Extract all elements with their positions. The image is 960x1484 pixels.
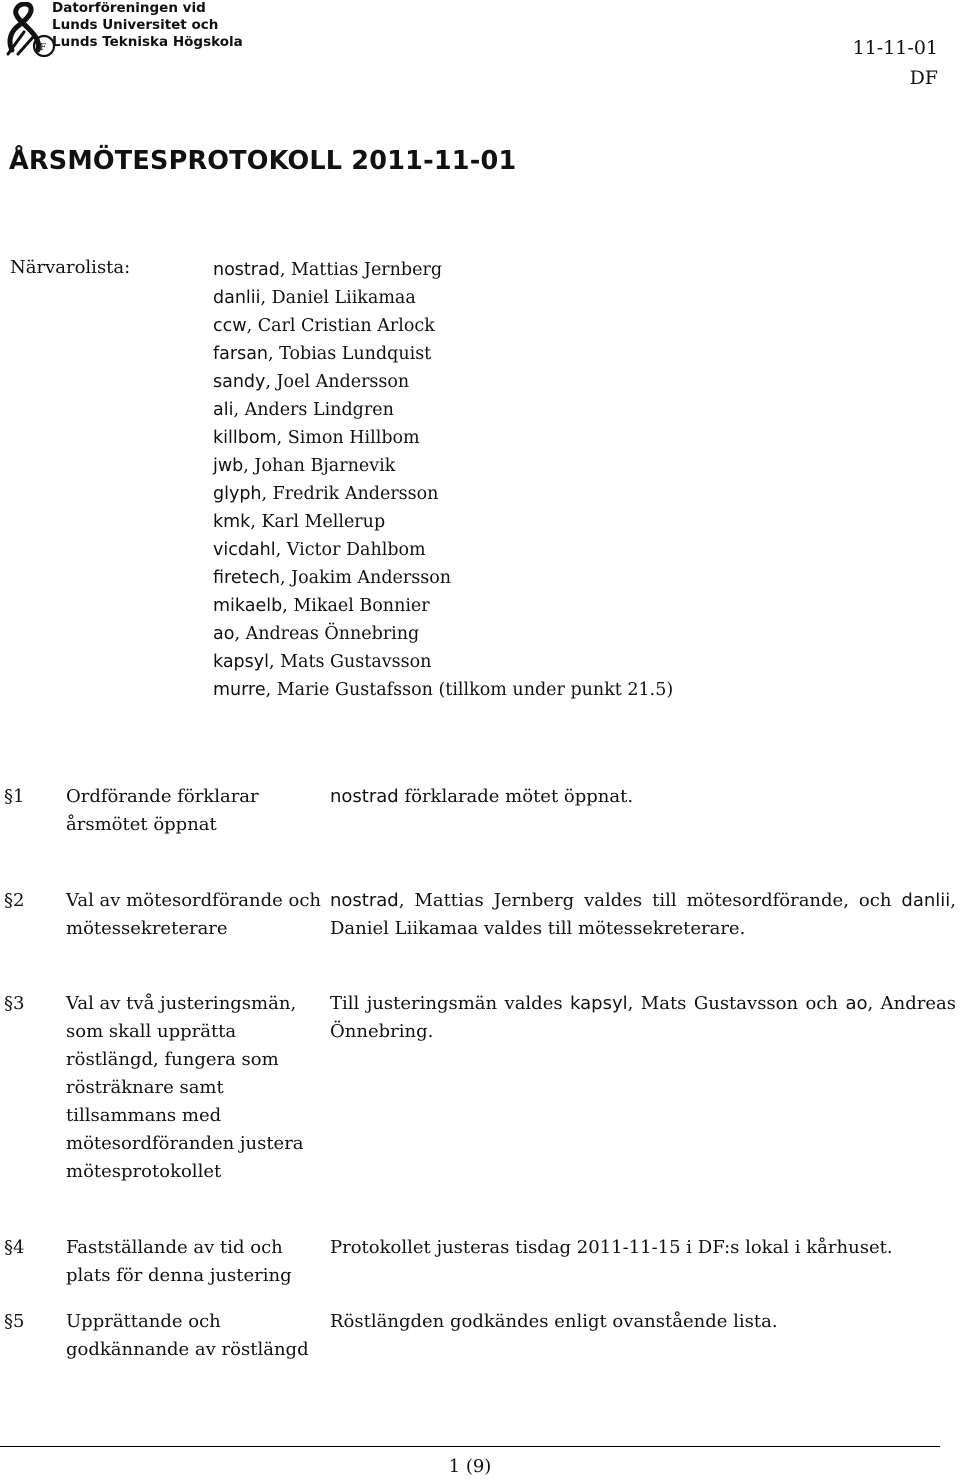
attendee-name: , Carl Cristian Arlock [246, 316, 435, 336]
attendee-item [213, 620, 673, 648]
header-short-name: DF [909, 67, 938, 89]
page-number: 1 (9) [448, 1456, 492, 1477]
attendee-nick: kapsyl [213, 652, 269, 672]
header-date: 11-11-01 [852, 37, 938, 59]
attendee-nick: ali [213, 400, 234, 420]
org-name [52, 0, 243, 51]
attendee-nick: sandy [213, 372, 266, 392]
section-body [330, 1234, 956, 1262]
attendee-nick: glyph [213, 484, 262, 504]
attendee-item [213, 592, 673, 620]
attendee-nick: jwb [213, 456, 244, 476]
attendee-name: , Joel Andersson [265, 372, 410, 392]
section-number: §5 [4, 1311, 25, 1332]
nick-text: nostrad [330, 786, 399, 807]
attendee-name: , Mats Gustavsson [269, 652, 432, 672]
attendee-nick: mikaelb [213, 596, 283, 616]
org-line-1: Datorföreningen vid [52, 0, 206, 16]
attendee-nick: killbom [213, 428, 277, 448]
nick-text: ao [845, 993, 868, 1014]
body-text: , Mattias Jernberg valdes till mötesordförande, och [398, 890, 902, 911]
body-text: , Mats Gustavsson och [627, 993, 846, 1014]
section-body [330, 990, 956, 1046]
attendee-name: , Simon Hillbom [276, 428, 420, 448]
body-text: förklarade mötet öppnat. [398, 786, 634, 807]
attendee-item [213, 368, 673, 396]
attendee-name: , Fredrik Andersson [261, 484, 439, 504]
attendee-name: , Joakim Andersson [279, 568, 452, 588]
body-text: Röstlängden godkändes enligt ovanstående lista. [330, 1311, 778, 1332]
attendee-item [213, 452, 673, 480]
svg-text:F: F [40, 43, 47, 53]
attendee-item [213, 480, 673, 508]
attendee-item [213, 564, 673, 592]
section-number: §1 [4, 786, 25, 807]
footer-divider [0, 1446, 940, 1447]
attendee-nick: nostrad [213, 260, 280, 280]
attendee-name: , Mattias Jernberg [279, 260, 443, 280]
section-title: Upprättande och godkännande av röstlängd [66, 1311, 309, 1360]
section-title: Val av mötesordförande och mötessekreterare [66, 890, 322, 939]
section-number: §4 [4, 1237, 25, 1258]
org-line-3: Lunds Tekniska Högskola [52, 34, 243, 50]
attendee-name: , Mikael Bonnier [282, 596, 430, 616]
section-title: Ordförande förklarar årsmötet öppnat [66, 786, 259, 835]
nick-text: nostrad [330, 890, 399, 911]
attendance-list [213, 256, 673, 704]
body-text: , Andreas Önnebring. [330, 993, 956, 1042]
section-number: §2 [4, 890, 25, 911]
section-title: Fastställande av tid och plats för denna justering [66, 1237, 292, 1286]
section-body [330, 887, 956, 943]
attendance-label: Närvarolista: [10, 257, 131, 278]
nick-text: danlii [901, 890, 951, 911]
attendee-name: , Anders Lindgren [233, 400, 394, 420]
section-body [330, 783, 956, 811]
attendee-name: , Daniel Liikamaa [260, 288, 416, 308]
attendee-item [213, 676, 673, 704]
attendee-nick: murre [213, 680, 266, 700]
section-title: Val av två justeringsmän, som skall upprätta röstlängd, fungera som rösträknare samt tillsammans med mötesordföranden justera mötesprotokollet [66, 993, 304, 1182]
attendee-name: , Johan Bjarnevik [243, 456, 396, 476]
attendee-nick: danlii [213, 288, 261, 308]
attendee-item [213, 536, 673, 564]
attendee-item [213, 424, 673, 452]
document-title: ÅRSMÖTESPROTOKOLL 2011-11-01 [9, 146, 517, 176]
attendee-nick: ccw [213, 316, 247, 336]
attendee-item [213, 256, 673, 284]
attendee-name: , Tobias Lundquist [268, 344, 432, 364]
attendee-item [213, 340, 673, 368]
attendee-item [213, 396, 673, 424]
nick-text: kapsyl [570, 993, 628, 1014]
attendee-item [213, 312, 673, 340]
attendee-item [213, 508, 673, 536]
attendee-name: , Victor Dahlbom [275, 540, 426, 560]
section-body [330, 1308, 956, 1336]
attendee-nick: vicdahl [213, 540, 276, 560]
org-line-2: Lunds Universitet och [52, 17, 219, 33]
body-text: Till justeringsmän valdes [330, 993, 571, 1014]
attendee-item [213, 284, 673, 312]
section-number: §3 [4, 993, 25, 1014]
attendee-nick: ao [213, 624, 235, 644]
attendee-name: , Karl Mellerup [250, 512, 386, 532]
header-meta [853, 33, 938, 93]
body-text: Protokollet justeras tisdag 2011-11-15 i DF:s lokal i kårhuset. [330, 1237, 893, 1258]
attendee-name: , Andreas Önnebring [234, 624, 420, 644]
body-text: , Daniel Liikamaa valdes till mötessekreterare. [330, 890, 956, 939]
attendee-name: , Marie Gustafsson (tillkom under punkt 21.5) [265, 680, 674, 700]
attendee-nick: farsan [213, 344, 269, 364]
attendee-nick: firetech [213, 568, 280, 588]
attendee-item [213, 648, 673, 676]
attendee-nick: kmk [213, 512, 251, 532]
